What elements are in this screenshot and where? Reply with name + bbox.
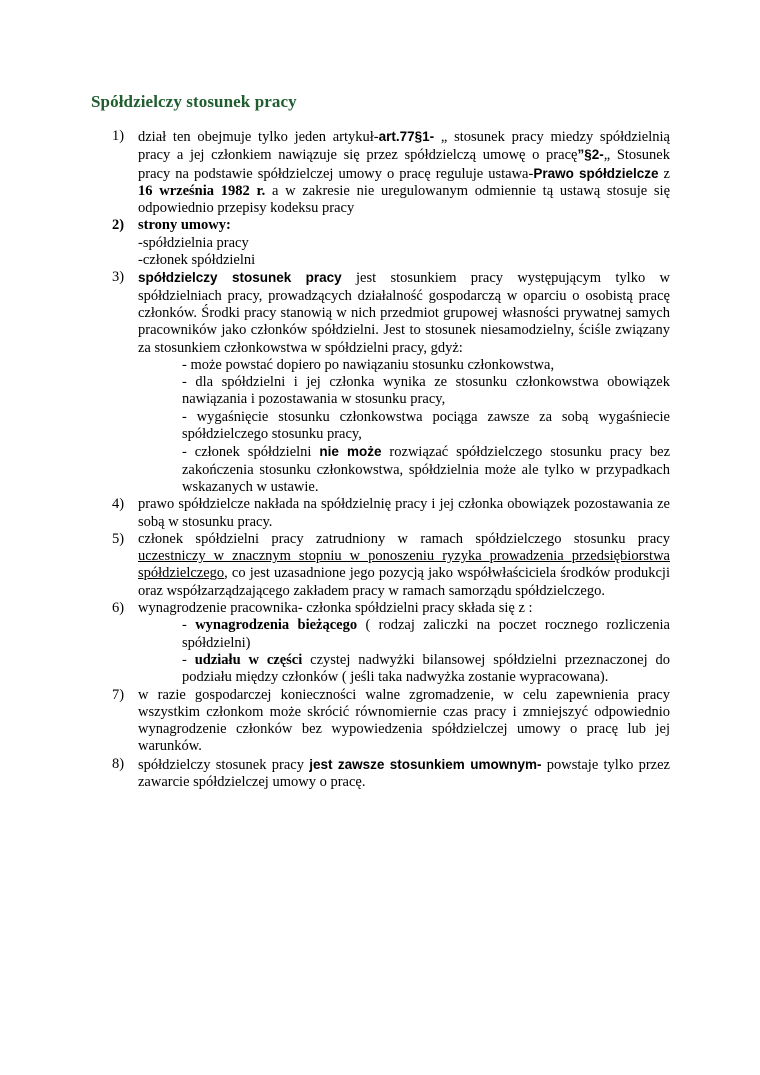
text-run: -: [182, 651, 195, 668]
text-run: rozwiązać spółdzielczego stosunku pracy bez zakończenia stosunku członkowstwa, spółdzielnia może ale tylko w przypadkach wskazanych w ustawie.: [182, 444, 671, 495]
party-line: -spółdzielnia pracy: [138, 234, 249, 251]
text-run: dział ten obejmuje tylko jeden artykuł-: [138, 129, 379, 145]
list-item-5: [112, 531, 670, 600]
dash-line: - dla spółdzielni i jej członka wynika ze stosunku członkowstwa obowiązek nawiązania i pozostawania w stosunku pracy,: [182, 374, 670, 408]
bold-run: strony umowy:: [138, 217, 231, 234]
list-item-2: [112, 217, 670, 234]
text-run: - członek spółdzielni: [182, 444, 320, 461]
list-item-6: [112, 600, 670, 617]
dash-line: - wygaśnięcie stosunku członkowstwa pociąga zawsze za sobą wygaśniecie spółdzielczego stosunku pracy,: [182, 408, 670, 443]
dash-line: [182, 443, 670, 496]
text-run: spółdzielczy stosunek pracy: [138, 756, 310, 773]
text-run: jest stosunkiem pracy występującym tylko w spółdzielniach pracy, prowadzących działalność gospodarczą w oparciu o osobistą pracę członków. Środki pracy stanowią w nich przedmiot grupowej własności prywatnej samych pracowników jako członków spółdzielni. Jest to stosunek niesamodzielny, ściśle związany za stosunkiem członkowstwa w spółdzielni pracy, gdyż:: [138, 270, 670, 356]
bold-run: wynagrodzenia bieżącego: [195, 617, 358, 634]
item-text: [138, 531, 670, 600]
list-item-7: [112, 687, 670, 756]
dash-line: [182, 617, 670, 652]
item-number: 6): [112, 600, 125, 617]
item-number: 4): [112, 496, 125, 513]
text-run: „ stosunek pracy miedzy spółdzielnią pracy a jej członkiem nawiązuje się przez spółdzielczą umowę o pracę: [138, 129, 670, 164]
item-text: prawo spółdzielcze nakłada na spółdzielnię pracy i jej członka obowiązek pozostawania ze sobą w stosunku pracy.: [138, 496, 670, 530]
item-number: 8): [112, 755, 125, 772]
list-item-4: [112, 496, 670, 531]
item-text: [138, 269, 670, 356]
bold-run: art.77§1-: [378, 129, 435, 144]
bold-run: ”§2-: [577, 147, 604, 163]
item-text: w razie gospodarczej konieczności walne zgromadzenie, w celu zapewnienia pracy wszystkim członkom może skrócić równomiernie czas pracy i zmniejszyć odpowiednio wynagrodzenie członków bez wypowiedzenia spółdzielczej umowy o pracę lub jej warunków.: [138, 686, 670, 755]
item-text: wynagrodzenie pracownika- członka spółdzielni pracy składa się z :: [138, 600, 533, 617]
dash-line: [182, 652, 670, 687]
bold-run: 16 września 1982 r.: [138, 182, 266, 199]
item-number: 3): [112, 269, 125, 286]
item-text: [138, 128, 670, 217]
text-run: , co jest uzasadnione jego pozycją jako współwłaściciela środków produkcji oraz współzarządzającego zakładem pracy w ramach samorządu spółdzielczego.: [138, 565, 670, 599]
item-number: 2): [112, 217, 125, 234]
bold-run: spółdzielczy stosunek pracy: [138, 270, 342, 286]
party-line: -członek spółdzielni: [138, 252, 256, 269]
bold-run: Prawo spółdzielcze: [533, 165, 659, 181]
item-number: 1): [112, 128, 125, 144]
list-item-1: [112, 128, 670, 217]
bold-run: udziału w części: [194, 651, 303, 668]
text-run: członek spółdzielni pracy zatrudniony w ramach spółdzielczego stosunku pracy: [138, 530, 670, 547]
text-run: powstaje tylko przez zawarcie spółdzielczej umowy o pracę.: [138, 756, 670, 790]
underlined-run: uczestniczy w znacznym stopniu w ponoszeniu ryzyka prowadzenia przedsiębiorstwa spółdzielczego: [138, 548, 670, 582]
text-run: a w zakresie nie uregulowanym odmiennie tą ustawą stosuje się odpowiednio przepisy kodeksu pracy: [138, 182, 671, 217]
item-number: 5): [112, 530, 125, 547]
text-run: „ Stosunek pracy na podstawie spółdzielczej umowy o pracę reguluje ustawa-: [138, 147, 670, 182]
text-run: czystej nadwyżki bilansowej spółdzielni przeznaczonej do podziału między członków ( jeśli taka nadwyżka zostanie wypracowana).: [182, 651, 670, 686]
dash-line: - może powstać dopiero po nawiązaniu stosunku członkowstwa,: [182, 356, 555, 373]
item-text: [138, 217, 670, 234]
list-item-8: [112, 756, 670, 792]
bold-run: jest zawsze stosunkiem umownym-: [309, 756, 542, 772]
text-run: -: [182, 617, 196, 634]
list-item-3: [112, 269, 670, 356]
item-number: 7): [112, 686, 125, 703]
text-run: z: [658, 165, 670, 182]
bold-run: nie może: [319, 444, 382, 460]
document-body: [112, 128, 670, 791]
text-run: ( rodzaj zaliczki na poczet rocznego rozliczenia spółdzielni): [182, 617, 670, 651]
item-text: [138, 756, 670, 792]
page-title: Spółdzielczy stosunek pracy: [91, 92, 297, 111]
